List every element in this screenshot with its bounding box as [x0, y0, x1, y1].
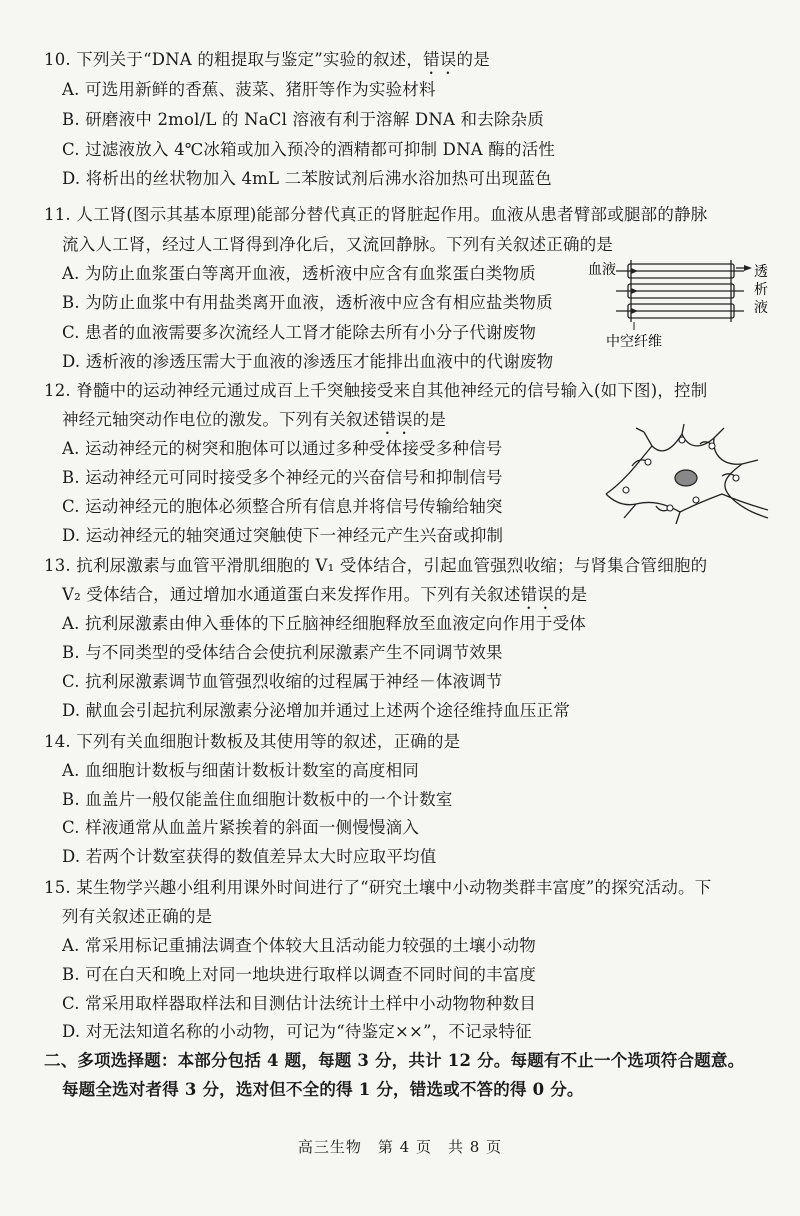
q15-option-a: A. 常采用标记重捕法调查个体较大且活动能力较强的土壤小动物 — [62, 936, 536, 955]
q15-stem-line2: 列有关叙述正确的是 — [62, 907, 213, 926]
q13-keyword: 错误 — [520, 585, 554, 604]
q11-stem-line1: 11. 人工肾(图示其基本原理)能部分替代真正的肾脏起作用。血液从患者臂部或腿部的静脉 — [44, 205, 708, 224]
q15-option-c: C. 常采用取样器取样法和目测估计法统计土样中小动物物种数目 — [62, 994, 537, 1013]
q12-option-b: B. 运动神经元可同时接受多个神经元的兴奋信号和抑制信号 — [62, 468, 503, 487]
q13-option-b: B. 与不同类型的受体结合会使抗利尿激素产生不同调节效果 — [62, 643, 503, 662]
q15-option-d: D. 对无法知道名称的小动物，可记为“待鉴定××”，不记录特征 — [62, 1022, 532, 1041]
q13-stem-line1: 13. 抗利尿激素与血管平滑肌细胞的 V₁ 受体结合，引起血管强烈收缩；与肾集合管细胞的 — [44, 556, 708, 575]
q10-keyword: 错误 — [423, 50, 457, 69]
q10-option-d: D. 将析出的丝状物加入 4mL 二苯胺试剂后沸水浴加热可出现蓝色 — [62, 169, 552, 188]
q11-option-c: C. 患者的血液需要多次流经人工肾才能除去所有小分子代谢废物 — [62, 323, 537, 342]
artificial-kidney-diagram — [584, 252, 774, 352]
page-footer: 高三生物 第 4 页 共 8 页 — [297, 1138, 503, 1156]
q12-stem-line1: 12. 脊髓中的运动神经元通过成百上千突触接受来自其他神经元的信号输入(如下图)，控制 — [44, 381, 708, 400]
hollow-fiber-label: 中空纤维 — [606, 334, 662, 350]
q14-option-a: A. 血细胞计数板与细菌计数板计数室的高度相同 — [62, 761, 420, 780]
q10-stem: 10. 下列关于“DNA 的粗提取与鉴定”实验的叙述，错误的是 — [44, 50, 490, 69]
q12-option-d: D. 运动神经元的轴突通过突触使下一神经元产生兴奋或抑制 — [62, 526, 504, 545]
section2-instructions: 每题全选对者得 3 分，选对但不全的得 1 分，错选或不答的得 0 分。 — [62, 1080, 584, 1099]
q10-option-b: B. 研磨液中 2mol/L 的 NaCl 溶液有利于溶解 DNA 和去除杂质 — [62, 110, 545, 129]
q12-keyword: 错误 — [379, 410, 413, 429]
q12-stem-line2: 神经元轴突动作电位的激发。下列有关叙述错误的是 — [62, 410, 447, 429]
neuron-nucleus — [675, 470, 697, 486]
q13-option-a: A. 抗利尿激素由伸入垂体的下丘脑神经细胞释放至血液定向作用于受体 — [62, 614, 587, 633]
q15-option-b: B. 可在白天和晚上对同一地块进行取样以调查不同时间的丰富度 — [62, 965, 537, 984]
blood-label: 血液 — [588, 262, 616, 278]
q13-stem-line2: V₂ 受体结合，通过增加水通道蛋白来发挥作用。下列有关叙述错误的是 — [62, 585, 588, 604]
q14-option-c: C. 样液通常从血盖片紧挨着的斜面一侧慢慢滴入 — [62, 818, 420, 837]
q13-option-c: C. 抗利尿激素调节血管强烈收缩的过程属于神经－体液调节 — [62, 672, 503, 691]
q11-stem-line2: 流入人工肾，经过人工肾得到净化后，又流回静脉。下列有关叙述正确的是 — [62, 235, 614, 254]
q14-stem: 14. 下列有关血细胞计数板及其使用等的叙述，正确的是 — [44, 732, 461, 751]
q11-option-a: A. 为防止血浆蛋白等离开血液，透析液中应含有血浆蛋白类物质 — [62, 264, 536, 283]
motor-neuron-diagram — [596, 420, 772, 528]
q15-stem-line1: 15. 某生物学兴趣小组利用课外时间进行了“研究土壤中小动物类群丰富度”的探究活动。下 — [44, 878, 712, 897]
q10-option-c: C. 过滤液放入 4℃冰箱或加入预冷的酒精都可抑制 DNA 酶的活性 — [62, 140, 556, 159]
section2-heading: 二、多项选择题：本部分包括 4 题，每题 3 分，共计 12 分。每题有不止一个选项符合题意。 — [44, 1051, 745, 1070]
q11-option-d: D. 透析液的渗透压需大于血液的渗透压才能排出血液中的代谢废物 — [62, 352, 554, 371]
q12-option-c: C. 运动神经元的胞体必须整合所有信息并将信号传输给轴突 — [62, 497, 503, 516]
q14-option-b: B. 血盖片一般仅能盖住血细胞计数板中的一个计数室 — [62, 790, 453, 809]
dialysate-label-3: 液 — [754, 300, 768, 316]
q12-option-a: A. 运动神经元的树突和胞体可以通过多种受体接受多种信号 — [62, 439, 503, 458]
q11-option-b: B. 为防止血浆中有用盐类离开血液，透析液中应含有相应盐类物质 — [62, 293, 553, 312]
dialysate-label-2: 析 — [754, 282, 768, 298]
dialysate-label-1: 透 — [754, 264, 768, 280]
q13-option-d: D. 献血会引起抗利尿激素分泌增加并通过上述两个途径维持血压正常 — [62, 701, 571, 720]
q10-option-a: A. 可选用新鲜的香蕉、菠菜、猪肝等作为实验材料 — [62, 80, 436, 99]
q14-option-d: D. 若两个计数室获得的数值差异太大时应取平均值 — [62, 847, 437, 866]
